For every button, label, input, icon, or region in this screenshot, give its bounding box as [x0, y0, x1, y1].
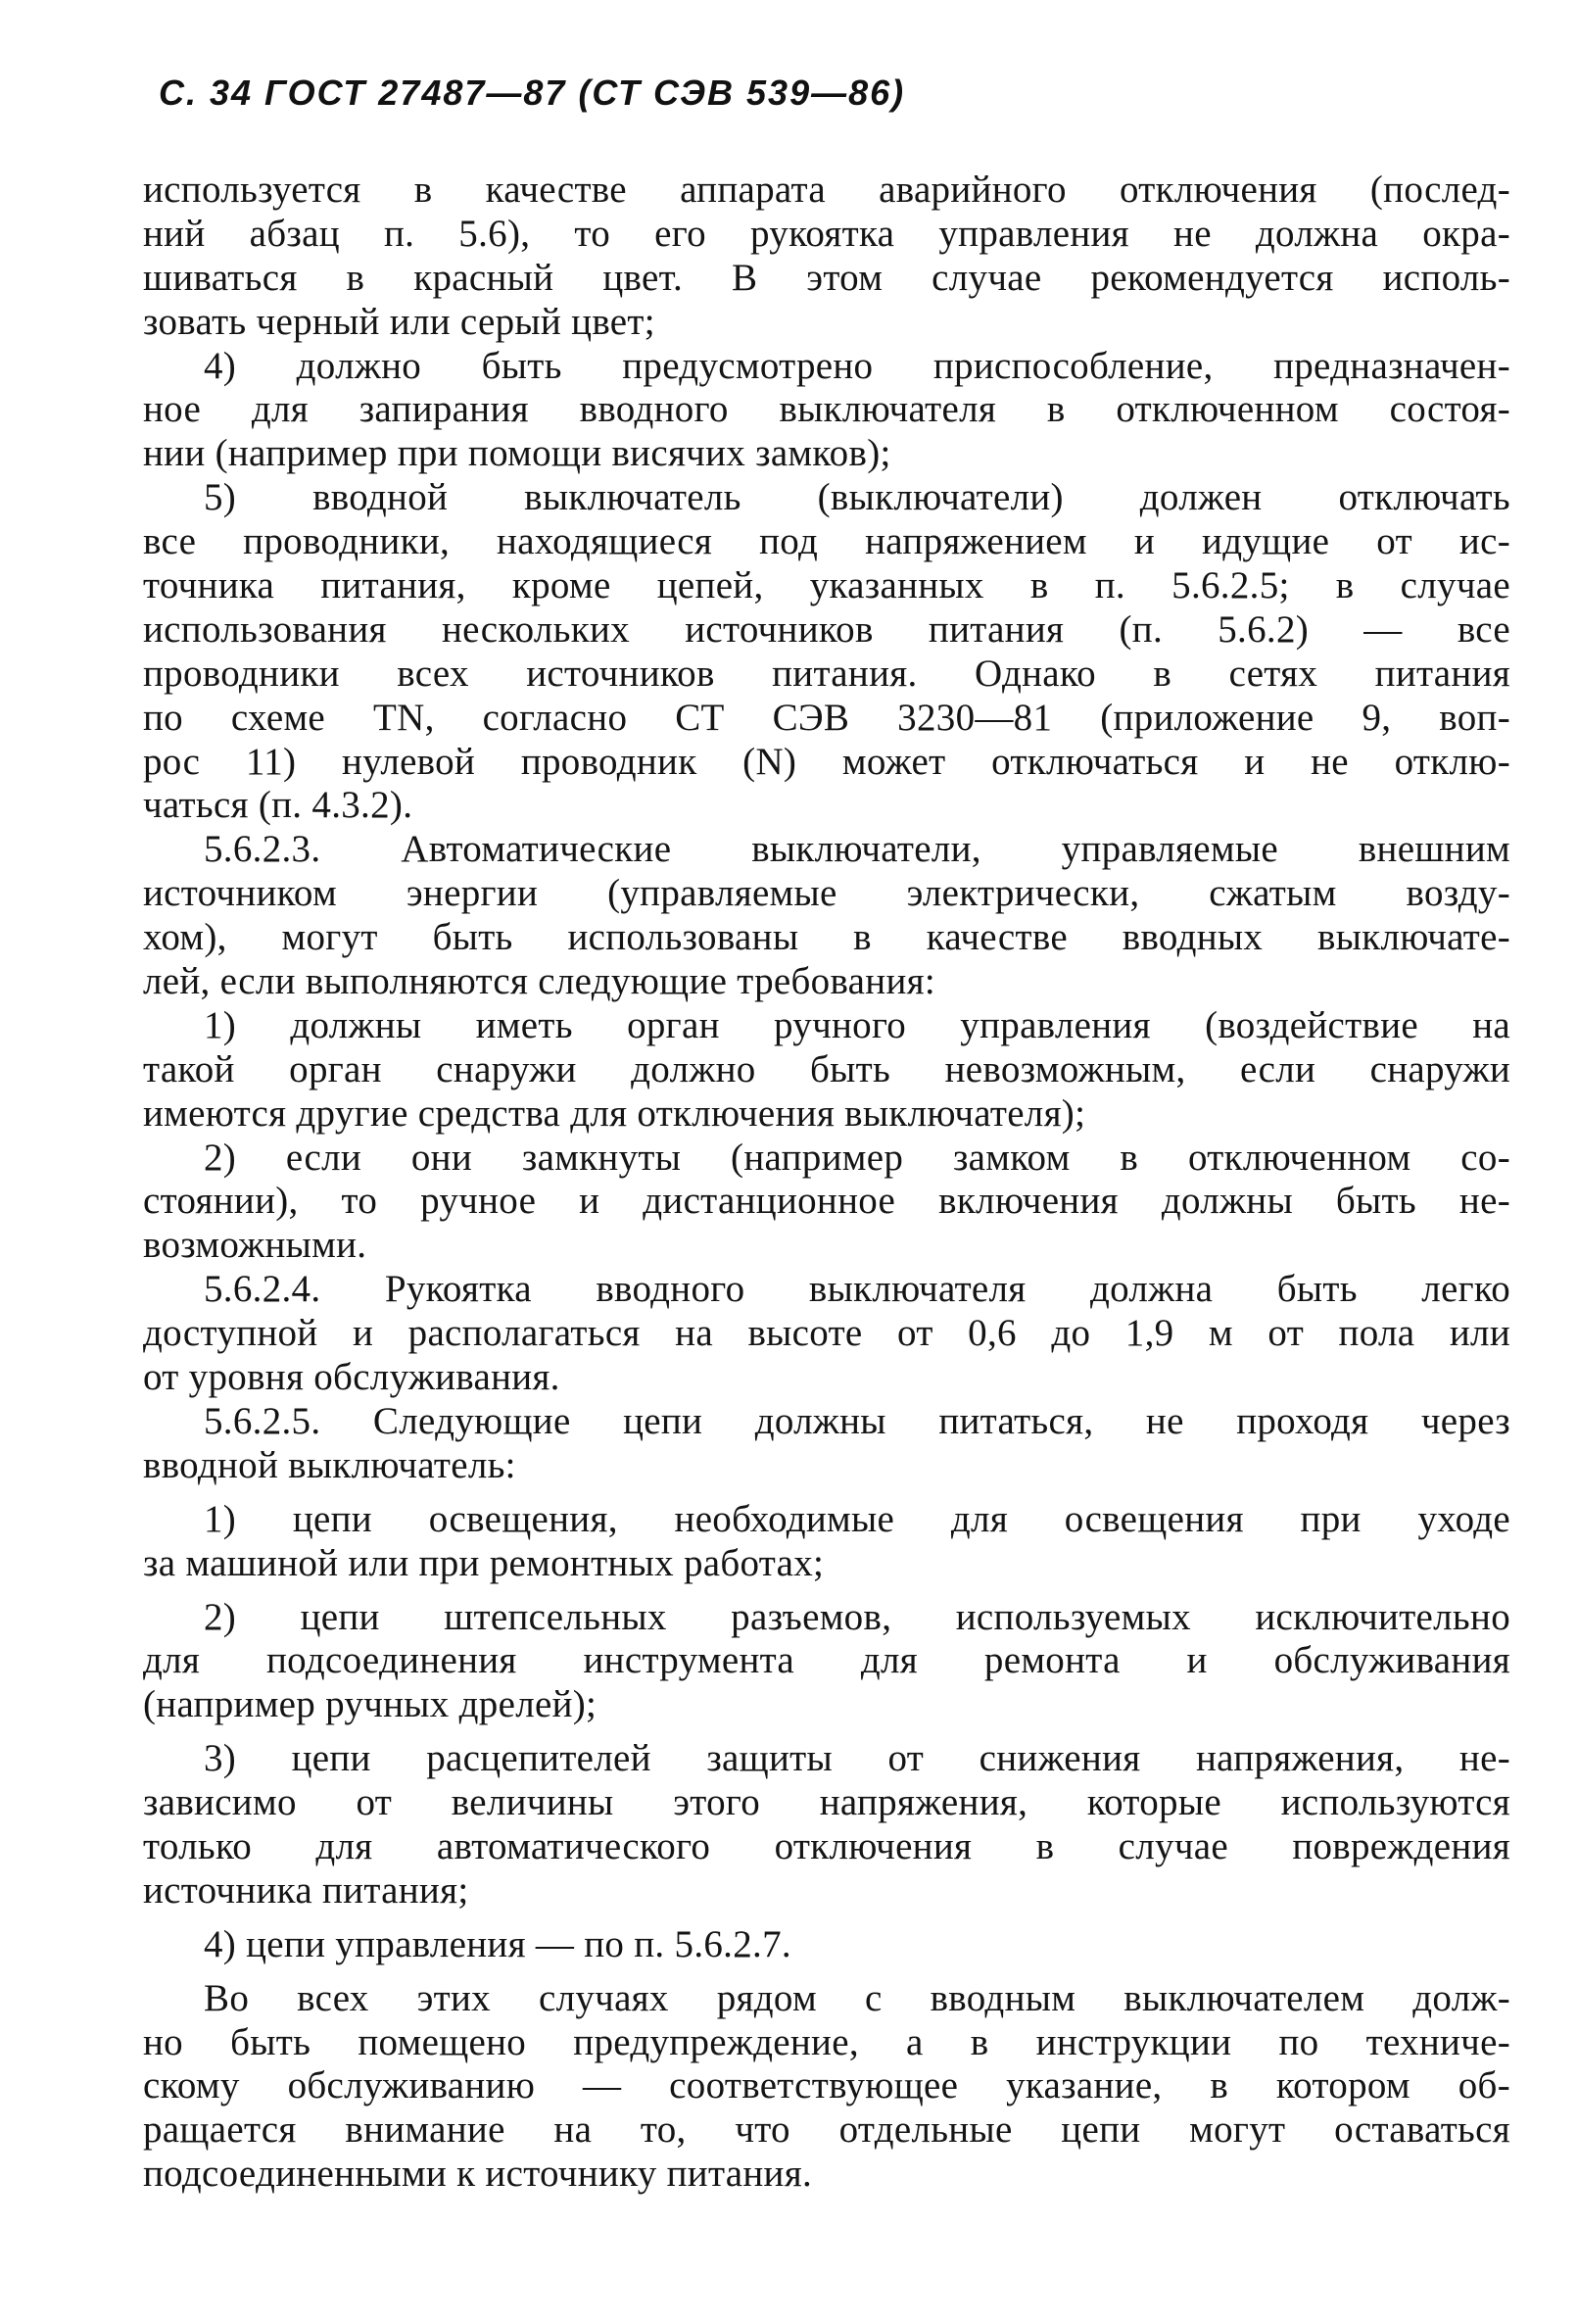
text-line: чаться (п. 4.3.2). [143, 784, 413, 827]
text-line: но быть помещено предупреждение, а в инструкции по техниче- [143, 2020, 1510, 2063]
text-line: (например ручных дрелей); [143, 1683, 597, 1726]
list-item-line: 3) цепи расцепителей защиты от снижения напряжения, не- [204, 1737, 1510, 1780]
list-item-line: 2) если они замкнуты (например замком в отключенном со- [204, 1136, 1510, 1179]
list-item-line: 5) вводной выключатель (выключатели) должен отключать [204, 476, 1510, 519]
text-line: шиваться в красный цвет. В этом случае рекомендуется исполь- [143, 256, 1510, 299]
text-line: ний абзац п. 5.6), то его рукоятка управления не должна окра- [143, 212, 1510, 255]
list-item-line: 1) цепи освещения, необходимые для освещения при уходе [204, 1497, 1510, 1540]
text-line: доступной и располагаться на высоте от 0,6 до 1,9 м от пола или [143, 1312, 1510, 1355]
spacer [143, 1586, 1510, 1596]
list-item-line: 2) цепи штепсельных разъемов, используемых исключительно [204, 1595, 1510, 1638]
text-line: от уровня обслуживания. [143, 1356, 560, 1399]
text-line: для подсоединения инструмента для ремонта и обслуживания [143, 1639, 1510, 1682]
text-line: зависимо от величины этого напряжения, которые используются [143, 1781, 1510, 1824]
text-line: ное для запирания вводного выключателя в отключенном состоя- [143, 388, 1510, 431]
text-line: скому обслуживанию — соответствующее указание, в котором об- [143, 2064, 1510, 2107]
text-line: только для автоматического отключения в случае повреждения [143, 1824, 1510, 1867]
running-header: С. 34 ГОСТ 27487—87 (СТ СЭВ 539—86) [159, 73, 906, 113]
text-line: проводники всех источников питания. Однако в сетях питания [143, 652, 1510, 695]
spacer [143, 1913, 1510, 1923]
spacer [143, 1727, 1510, 1737]
body-text [143, 169, 1510, 2197]
text-line: зовать черный или серый цвет; [143, 300, 655, 343]
text-line: вводной выключатель: [143, 1443, 516, 1486]
text-line: стоянии), то ручное и дистанционное включения должны быть не- [143, 1180, 1510, 1223]
text-line: лей, если выполняются следующие требования: [143, 960, 936, 1003]
text-line: источником энергии (управляемые электрически, сжатым возду- [143, 872, 1510, 915]
spacer [143, 1488, 1510, 1498]
list-item-line: 4) цепи управления — по п. 5.6.2.7. [204, 1922, 791, 1965]
text-line: ращается внимание на то, что отдельные цепи могут оставаться [143, 2108, 1510, 2152]
spacer [143, 1967, 1510, 1977]
clause-line: 5.6.2.4. Рукоятка вводного выключателя должна быть легко [204, 1268, 1510, 1311]
text-line: возможными. [143, 1224, 367, 1267]
text-line: источника питания; [143, 1868, 469, 1912]
text-line: использования нескольких источников питания (п. 5.6.2) — все [143, 607, 1510, 651]
text-line: подсоединенными к источнику питания. [143, 2153, 813, 2196]
text-line: нии (например при помощи висячих замков); [143, 432, 891, 475]
text-line: имеются другие средства для отключения выключателя); [143, 1091, 1086, 1135]
text-line: по схеме TN, согласно СТ СЭВ 3230—81 (приложение 9, воп- [143, 696, 1510, 739]
clause-line: 5.6.2.5. Следующие цепи должны питаться, не проходя через [204, 1399, 1510, 1442]
text-line: все проводники, находящиеся под напряжением и идущие от ис- [143, 520, 1510, 563]
paragraph-line: Во всех этих случаях рядом с вводным выключателем долж- [204, 1976, 1510, 2019]
text-line: хом), могут быть использованы в качестве вводных выключате- [143, 916, 1510, 959]
list-item-line: 4) должно быть предусмотрено приспособление, предназначен- [204, 344, 1510, 387]
text-line: такой орган снаружи должно быть невозможным, если снаружи [143, 1047, 1510, 1090]
text-line: за машиной или при ремонтных работах; [143, 1541, 825, 1584]
text-line: используется в качестве аппарата аварийного отключения (послед- [143, 169, 1510, 211]
text-line: рос 11) нулевой проводник (N) может отключаться и не отклю- [143, 740, 1510, 783]
text-line: точника питания, кроме цепей, указанных в п. 5.6.2.5; в случае [143, 564, 1510, 607]
list-item-line: 1) должны иметь орган ручного управления (воздействие на [204, 1003, 1510, 1046]
clause-line: 5.6.2.3. Автоматические выключатели, управляемые внешним [204, 828, 1510, 871]
